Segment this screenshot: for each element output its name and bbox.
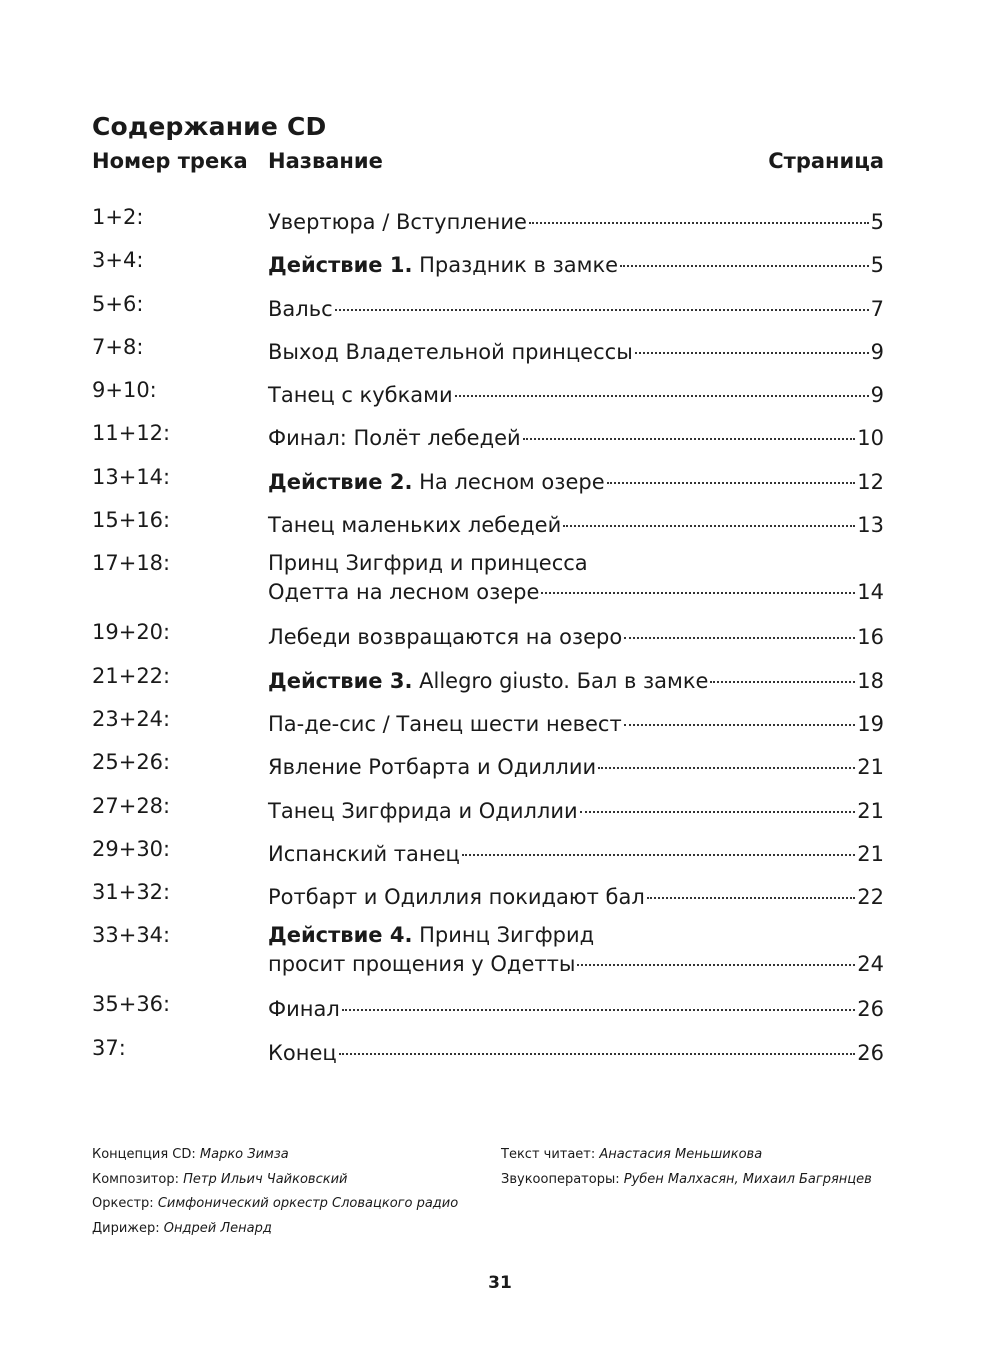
track-entry <box>268 750 884 779</box>
toc-row <box>92 508 884 551</box>
track-entry <box>268 551 884 604</box>
track-page: 9 <box>870 383 884 408</box>
toc-row <box>92 880 884 923</box>
track-number: 5+6: <box>92 291 144 316</box>
track-entry <box>268 794 884 823</box>
track-title: Увертюра / Вступление <box>268 210 527 234</box>
track-page: 13 <box>857 513 884 538</box>
toc-row <box>92 465 884 508</box>
credits-right <box>501 1143 872 1192</box>
toc-row <box>92 205 884 248</box>
track-page: 5 <box>870 210 884 234</box>
toc-row <box>92 923 884 992</box>
toc-row <box>92 620 884 663</box>
track-number: 19+20: <box>92 620 171 645</box>
track-number: 21+22: <box>92 663 171 688</box>
track-title: Финал <box>268 997 340 1022</box>
act-label: Действие 4. <box>268 923 413 948</box>
credit-label: Концепция CD: <box>92 1147 200 1162</box>
track-entry <box>268 248 884 277</box>
dot-leader <box>563 508 855 532</box>
dot-leader <box>635 335 869 359</box>
toc-row <box>92 551 884 620</box>
toc-row <box>92 335 884 378</box>
dot-leader <box>647 880 856 904</box>
track-number: 23+24: <box>92 706 171 731</box>
track-title: Одетта на лесном озере <box>268 580 540 605</box>
track-page: 21 <box>857 755 884 780</box>
credit-line <box>92 1192 458 1217</box>
track-page: 21 <box>857 841 884 866</box>
toc-row <box>92 421 884 464</box>
track-number: 17+18: <box>92 551 171 576</box>
track-entry <box>268 707 884 736</box>
dot-leader <box>335 292 869 316</box>
track-entry <box>268 508 884 537</box>
track-title: Вальс <box>268 296 333 321</box>
track-page: 24 <box>857 952 884 977</box>
track-title: Танец маленьких лебедей <box>268 513 562 538</box>
track-page: 26 <box>857 997 884 1022</box>
page-number: 31 <box>488 1273 512 1293</box>
track-page: 5 <box>870 253 884 278</box>
dot-leader <box>710 664 855 688</box>
dot-leader <box>624 707 856 731</box>
track-number: 11+12: <box>92 421 171 446</box>
track-number: 31+32: <box>92 880 171 905</box>
credit-label: Композитор: <box>92 1171 184 1187</box>
track-title: Конец <box>268 1040 337 1065</box>
dot-leader <box>624 620 855 644</box>
credit-label: Текст читает: <box>501 1147 600 1162</box>
track-title: Allegro giusto. Бал в замке <box>412 668 709 693</box>
track-page: 22 <box>857 885 884 910</box>
act-label: Действие 1. <box>268 253 413 278</box>
header-page: Страница <box>768 149 884 173</box>
credit-value: Ондрей Ленард <box>163 1220 272 1236</box>
track-page: 7 <box>870 296 884 321</box>
track-number: 25+26: <box>92 750 171 775</box>
credit-line <box>92 1168 458 1193</box>
dot-leader <box>455 378 869 402</box>
track-number: 15+16: <box>92 508 171 533</box>
track-entry <box>268 880 884 909</box>
track-number: 27+28: <box>92 793 171 818</box>
header-track-number: Номер трека <box>92 149 248 173</box>
toc-row <box>92 378 884 421</box>
track-title: Финал: Полёт лебедей <box>268 426 521 451</box>
track-entry <box>268 664 884 693</box>
track-page: 26 <box>857 1040 884 1065</box>
track-number: 13+14: <box>92 464 171 489</box>
dot-leader <box>339 1036 856 1060</box>
track-title: На лесном озере <box>412 469 605 494</box>
track-page: 12 <box>857 469 884 494</box>
track-entry <box>268 421 884 450</box>
track-page: 21 <box>857 798 884 823</box>
track-number: 7+8: <box>92 334 144 359</box>
credits-left <box>92 1143 458 1241</box>
track-entry <box>268 205 884 234</box>
toc-row <box>92 992 884 1035</box>
credit-label: Оркестр: <box>92 1196 158 1211</box>
track-page: 19 <box>857 711 884 736</box>
track-entry <box>268 620 884 649</box>
track-title: Праздник в замке <box>412 253 619 278</box>
track-page: 14 <box>857 580 884 605</box>
track-title: Выход Владетельной принцессы <box>268 339 633 364</box>
toc-row <box>92 664 884 707</box>
dot-leader <box>529 205 869 229</box>
credit-value: Рубен Малхасян, Михаил Багрянцев <box>623 1171 872 1187</box>
toc-row <box>92 1036 884 1079</box>
toc-row <box>92 837 884 880</box>
dot-leader <box>577 947 855 971</box>
credit-value: Анастасия Меньшикова <box>599 1147 763 1162</box>
act-label: Действие 3. <box>268 668 413 693</box>
dot-leader <box>607 465 856 489</box>
toc-row <box>92 292 884 335</box>
track-title: Танец с кубками <box>268 383 453 408</box>
toc-row <box>92 707 884 750</box>
track-number: 3+4: <box>92 248 144 273</box>
track-title: Испанский танец <box>268 841 460 866</box>
credit-line <box>501 1168 872 1193</box>
track-entry <box>268 378 884 407</box>
credit-value: Марко Зимза <box>199 1147 289 1162</box>
dot-leader <box>620 248 869 272</box>
dot-leader <box>342 992 856 1016</box>
track-number: 29+30: <box>92 836 171 861</box>
track-page: 9 <box>870 339 884 364</box>
credit-label: Звукооператоры: <box>501 1171 624 1187</box>
track-entry <box>268 837 884 866</box>
track-page: 10 <box>857 426 884 451</box>
track-number: 1+2: <box>92 205 144 229</box>
track-page: 18 <box>857 668 884 693</box>
track-number: 9+10: <box>92 378 157 403</box>
track-title: Танец Зигфрида и Одиллии <box>268 798 578 823</box>
toc-row <box>92 248 884 291</box>
track-entry <box>268 292 884 321</box>
track-entry <box>268 1036 884 1065</box>
track-page: 16 <box>857 625 884 650</box>
track-number: 37: <box>92 1035 126 1060</box>
track-entry <box>268 335 884 364</box>
credit-line <box>92 1217 458 1242</box>
credit-value: Петр Ильич Чайковский <box>183 1171 348 1187</box>
toc-row <box>92 750 884 793</box>
track-title: Лебеди возвращаются на озеро <box>268 625 623 650</box>
act-label: Действие 2. <box>268 469 413 494</box>
track-title: Принц Зигфрид <box>412 923 595 948</box>
track-entry <box>268 923 884 976</box>
track-title: Ротбарт и Одиллия покидают бал <box>268 885 645 910</box>
dot-leader <box>462 837 855 861</box>
credit-value: Симфонический оркестр Словацкого радио <box>157 1196 459 1211</box>
track-title: Па-де-сис / Танец шести невест <box>268 711 622 736</box>
header-title: Название <box>268 149 383 173</box>
credit-line <box>501 1143 872 1168</box>
table-of-contents <box>92 205 884 1079</box>
credit-line <box>92 1143 458 1168</box>
dot-leader <box>580 794 856 818</box>
track-number: 33+34: <box>92 923 171 948</box>
page-title: Содержание CD <box>92 112 327 141</box>
track-entry <box>268 992 884 1021</box>
track-title: Принц Зигфрид и принцесса <box>268 551 588 576</box>
credit-label: Дирижер: <box>92 1220 164 1236</box>
track-title: просит прощения у Одетты <box>268 952 576 977</box>
track-entry <box>268 465 884 494</box>
track-title: Явление Ротбарта и Одиллии <box>268 755 597 780</box>
dot-leader <box>523 421 856 445</box>
dot-leader <box>541 575 855 599</box>
track-number: 35+36: <box>92 992 171 1017</box>
dot-leader <box>598 750 855 774</box>
toc-row <box>92 794 884 837</box>
